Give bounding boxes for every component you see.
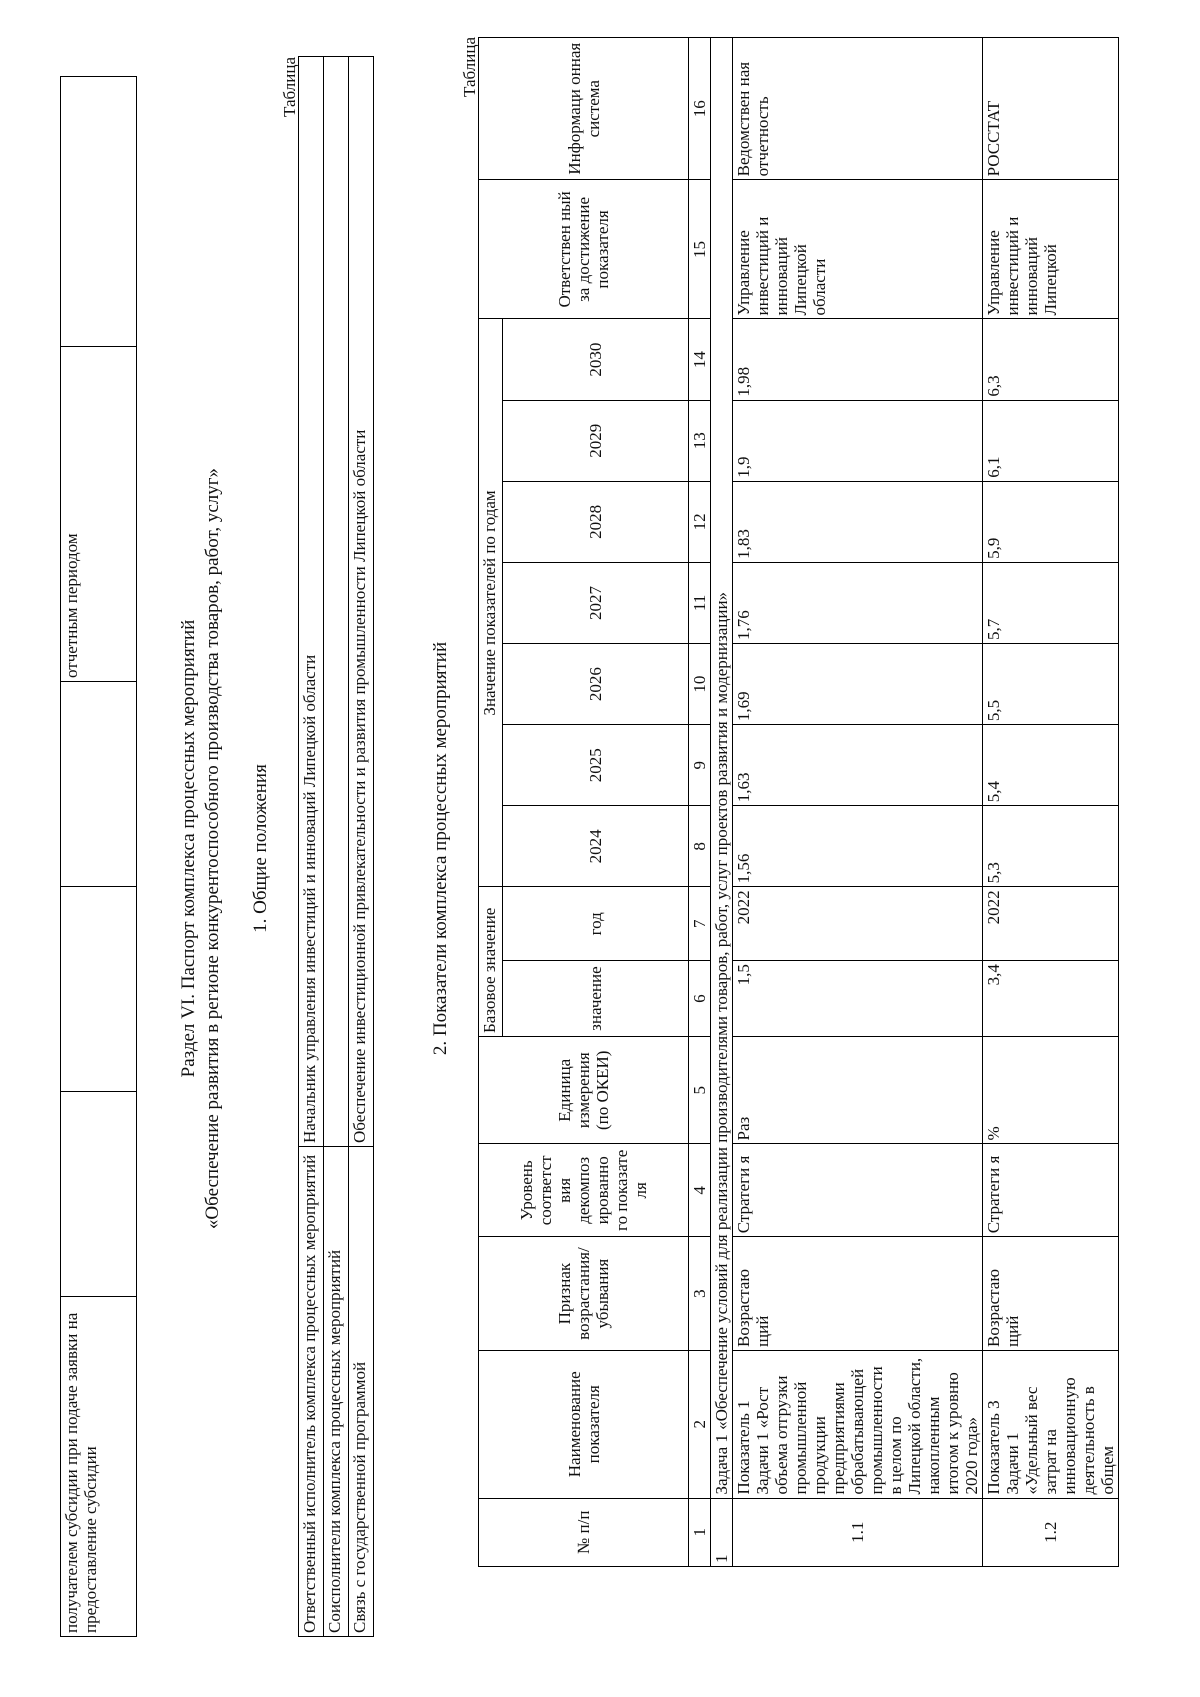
row-1-1-responsible: Управление инвестиций и инноваций Липецкой области [733,180,983,319]
row-1-2-num: 1.2 [983,1498,1119,1566]
header-year-2030: 2030 [503,319,689,400]
row-1-1-level: Стратеги я [733,1144,983,1237]
general-label-responsible: Ответственный исполнитель комплекса процессных мероприятий [299,1147,324,1637]
row-1-2-responsible: Управление инвестиций и инноваций Липецкой [983,180,1119,319]
col-number: 5 [689,1037,711,1144]
row-1-2-value-2028: 5,9 [983,481,1119,562]
general-table [298,56,374,1637]
indicators-table [478,37,1119,1567]
top-cell-6 [61,77,137,347]
header-base: Базовое значение [479,887,503,1037]
row-1-1-base-value: 1,5 [733,961,983,1037]
top-cell-5: отчетным периодом [61,347,137,682]
row-1-1-value-2027: 1,76 [733,562,983,643]
header-num: № п/п [479,1498,689,1566]
row-1-2-base-value: 3,4 [983,961,1119,1037]
col-number: 11 [689,562,711,643]
col-number: 10 [689,644,711,725]
col-number: 14 [689,319,711,400]
row-1-1-value-2025: 1,63 [733,725,983,806]
header-year-2026: 2026 [503,644,689,725]
task-title: Задача 1 «Обеспечение условий для реализации производителями товаров, работ, услуг проектов развития и модернизации» [711,38,733,1499]
col-number: 16 [689,38,711,180]
row-1-2-value-2030: 6,3 [983,319,1119,400]
header-values-by-year: Значение показателей по годам [479,319,503,887]
section-title-line1: Раздел VI. Паспорт комплекса процессных мероприятий [178,619,199,1078]
row-1-2-level: Стратеги я [983,1144,1119,1237]
row-1-2-info-system: РОССТАТ [983,38,1119,180]
row-1-2-value-2026: 5,5 [983,644,1119,725]
col-number: 8 [689,806,711,887]
row-1-2-value-2027: 5,7 [983,562,1119,643]
row-1-2-name: Показатель 3 Задачи 1 «Удельный вес затрат на инновационную деятельность в общем [983,1351,1119,1499]
row-1-1-value-2028: 1,83 [733,481,983,562]
col-number: 4 [689,1144,711,1237]
header-base-value: значение [503,961,689,1037]
general-value-coexecutors [324,57,349,1147]
header-year-2025: 2025 [503,725,689,806]
row-1-2-sign: Возрастаю щий [983,1237,1119,1351]
header-info-system: Информаци онная система [479,38,689,180]
top-cell-3 [61,887,137,1092]
col-number: 15 [689,180,711,319]
row-1-1-value-2026: 1,69 [733,644,983,725]
header-year-2024: 2024 [503,806,689,887]
row-1-1-name: Показатель 1 Задачи 1 «Рост объема отгрузки промышленной продукции предприятиями обрабатывающей промышленности в целом по Липецкой области, накопленным итогом к уровню 2020 года» [733,1351,983,1499]
header-year-2028: 2028 [503,481,689,562]
header-base-year: год [503,887,689,961]
row-1-2-value-2029: 6,1 [983,400,1119,481]
row-1-1-value-2024: 1,56 [733,806,983,887]
row-1-1-sign: Возрастаю щий [733,1237,983,1351]
top-cell-4 [61,682,137,887]
col-number: 2 [689,1351,711,1499]
col-number: 1 [689,1498,711,1566]
indicators-heading: 2. Показатели комплекса процессных мероприятий [430,641,451,1056]
row-1-2-value-2024: 5,3 [983,806,1119,887]
col-number: 3 [689,1237,711,1351]
header-name: Наименование показателя [479,1351,689,1499]
general-table-label: Таблица [280,57,299,117]
general-value-responsible: Начальник управления инвестиций и инноваций Липецкой области [299,57,324,1147]
header-sign: Признак возрастания/ убывания [479,1237,689,1351]
indicators-table-label: Таблица [460,37,479,97]
col-number: 12 [689,481,711,562]
top-continuation-table [60,76,137,1637]
header-year-2029: 2029 [503,400,689,481]
general-label-program-link: Связь с государственной программой [349,1147,374,1637]
col-number: 6 [689,961,711,1037]
row-1-1-num: 1.1 [733,1498,983,1566]
row-1-2-unit: % [983,1037,1119,1144]
col-number: 7 [689,887,711,961]
col-number: 13 [689,400,711,481]
header-level: Уровень соответст вия декомпоз ированно го показате ля [479,1144,689,1237]
general-value-program-link: Обеспечение инвестиционной привлекательности и развития промышленности Липецкой области [349,57,374,1147]
row-1-1-unit: Раз [733,1037,983,1144]
row-1-2-base-year: 2022 [983,887,1119,961]
section-title-line2: «Обеспечение развития в регионе конкурентоспособного производства товаров, работ, услуг» [202,467,223,1230]
general-heading: 1. Общие положения [250,764,271,933]
row-1-1-value-2030: 1,98 [733,319,983,400]
row-1-1-base-year: 2022 [733,887,983,961]
row-1-1-info-system: Ведомствен ная отчетность [733,38,983,180]
header-year-2027: 2027 [503,562,689,643]
task-num: 1 [711,1498,733,1566]
top-cell-2 [61,1092,137,1297]
header-responsible: Ответствен ный за достижение показателя [479,180,689,319]
row-1-1-value-2029: 1,9 [733,400,983,481]
general-label-coexecutors: Соисполнители комплекса процессных мероприятий [324,1147,349,1637]
row-1-2-value-2025: 5,4 [983,725,1119,806]
col-number: 9 [689,725,711,806]
top-cell-1: получателем субсидии при подаче заявки на предоставление субсидии [61,1297,137,1637]
header-unit: Единица измерения (по ОКЕИ) [479,1037,689,1144]
